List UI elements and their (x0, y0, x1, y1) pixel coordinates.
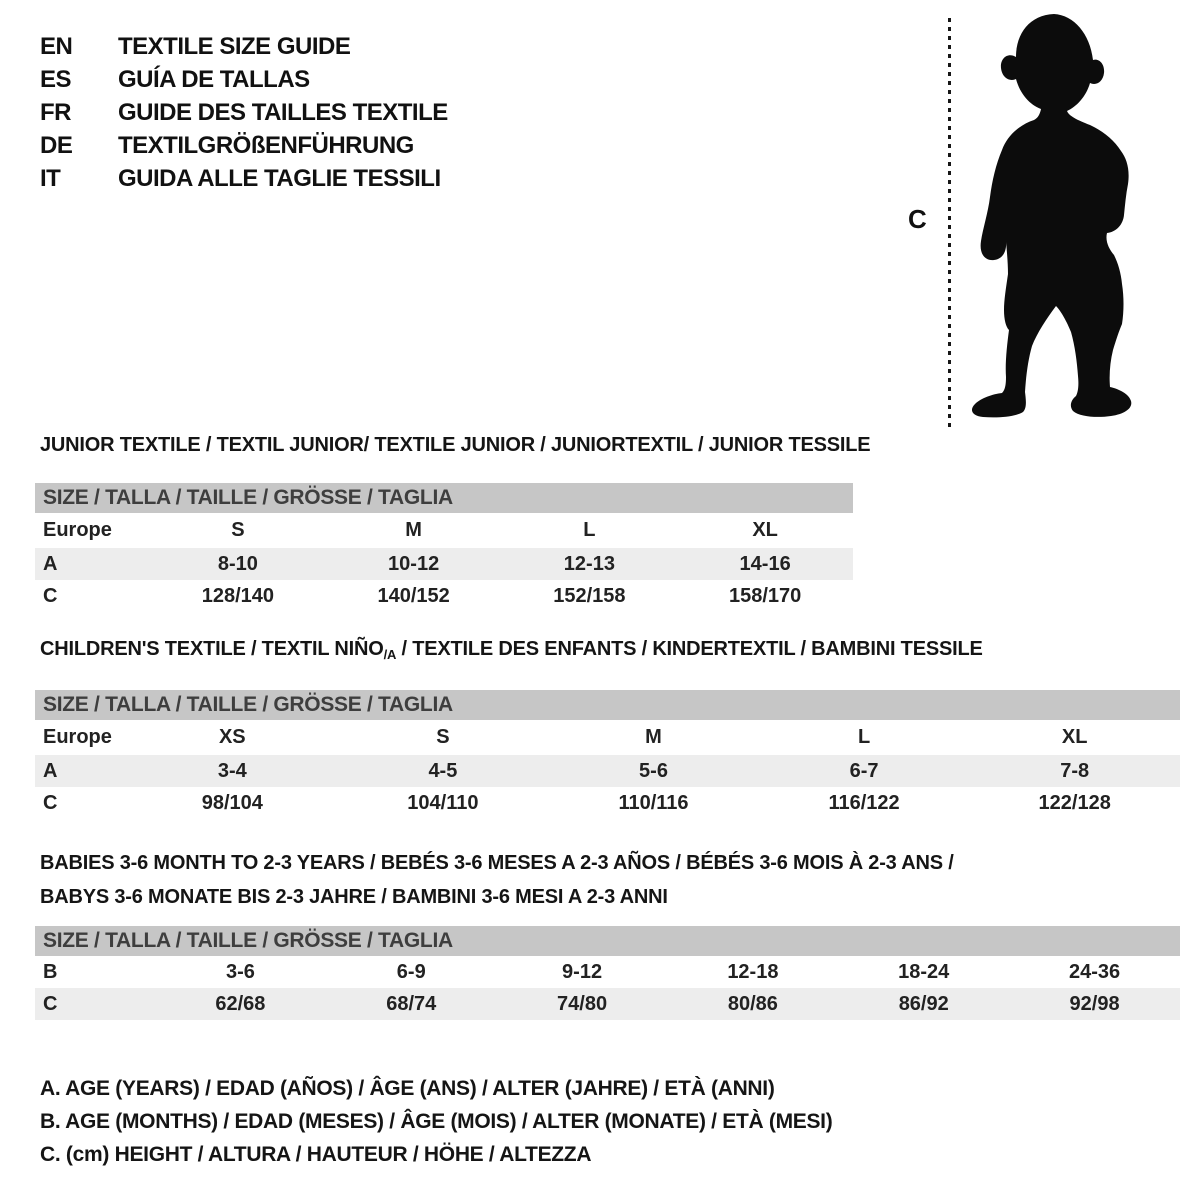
size-header-row (35, 513, 853, 548)
children-size-table (35, 690, 1180, 819)
cell-value: 7-8 (1060, 759, 1090, 782)
cell-value: 116/122 (828, 791, 900, 814)
size-label: L (583, 519, 596, 541)
cell-value: 8-10 (217, 552, 258, 575)
size-label: S (436, 726, 450, 748)
language-code: ES (40, 65, 72, 93)
cell-value: 18-24 (898, 960, 950, 983)
size-label: XS (218, 726, 246, 748)
cell-value: 12-18 (727, 960, 779, 983)
language-title-list (40, 30, 448, 195)
babies-section-title (40, 846, 954, 914)
size-label: S (231, 519, 245, 541)
language-code: IT (40, 164, 61, 192)
cell-value: 140/152 (377, 584, 450, 607)
cell-value: 122/128 (1038, 791, 1111, 814)
cell-value: 110/116 (618, 791, 689, 814)
language-title: TEXTILGRÖßENFÜHRUNG (118, 131, 414, 159)
babies-title-line2: BABYS 3-6 MONATE BIS 2-3 JAHRE / BAMBINI 3-6 MESI A 2-3 ANNI (40, 886, 668, 908)
row-key: C (43, 791, 58, 814)
table-row (35, 755, 1180, 787)
size-label: L (857, 726, 871, 748)
babies-size-table (35, 926, 1180, 1020)
language-code: FR (40, 98, 71, 126)
children-title-subscript: /A (383, 647, 397, 662)
size-label: M (645, 726, 662, 748)
cell-value: 62/68 (215, 992, 266, 1015)
language-code: EN (40, 32, 73, 60)
footnotes (40, 1072, 832, 1171)
children-title-part1: CHILDREN'S TEXTILE / TEXTIL NIÑO (40, 638, 384, 660)
size-label: XL (752, 519, 778, 541)
language-row (40, 129, 448, 162)
language-row (40, 30, 448, 63)
size-label: M (405, 519, 422, 541)
cell-value: 86/92 (898, 992, 949, 1015)
cell-value: 10-12 (388, 552, 440, 575)
row-key: B (43, 960, 58, 983)
cell-value: 3-4 (217, 759, 247, 782)
children-section-title (40, 638, 983, 662)
cell-value: 128/140 (201, 584, 275, 607)
language-row (40, 63, 448, 96)
language-title: GUIDE DES TAILLES TEXTILE (118, 98, 448, 126)
cell-value: 104/110 (407, 791, 479, 814)
table-row (35, 787, 1180, 819)
size-header-row (35, 720, 1180, 755)
cell-value: 74/80 (557, 992, 608, 1015)
cell-value: 92/98 (1069, 992, 1120, 1015)
row-key: A (43, 552, 58, 575)
cell-value: 24-36 (1068, 960, 1121, 983)
height-measure-label: C (908, 204, 927, 234)
cell-value: 14-16 (739, 552, 791, 575)
cell-value: 68/74 (386, 992, 437, 1015)
language-row (40, 96, 448, 129)
language-title: TEXTILE SIZE GUIDE (118, 32, 351, 60)
language-row (40, 162, 448, 195)
row-key: A (43, 759, 58, 782)
cell-value: 152/158 (553, 584, 626, 607)
cell-value: 12-13 (563, 552, 615, 575)
size-bar: SIZE / TALLA / TAILLE / GRÖSSE / TAGLIA (35, 926, 1180, 956)
footnote-line: B. AGE (MONTHS) / EDAD (MESES) / ÂGE (MOIS) / ALTER (MONATE) / ETÀ (MESI) (40, 1110, 833, 1133)
language-title: GUIDA ALLE TAGLIE TESSILI (118, 164, 441, 192)
children-title-part2: / TEXTILE DES ENFANTS / KINDERTEXTIL / BAMBINI TESSILE (396, 638, 983, 660)
row-key: C (43, 992, 58, 1015)
table-row (35, 580, 853, 612)
cell-value: 158/170 (728, 584, 802, 607)
size-label: XL (1061, 726, 1088, 748)
table-row (35, 988, 1180, 1020)
cell-value: 98/104 (201, 791, 263, 814)
junior-size-table (35, 483, 853, 612)
cell-value: 5-6 (639, 759, 668, 782)
babies-title-line1: BABIES 3-6 MONTH TO 2-3 YEARS / BEBÉS 3-6 MESES A 2-3 AÑOS / BÉBÉS 3-6 MOIS À 2-3 ANS / (40, 852, 954, 874)
size-bar: SIZE / TALLA / TAILLE / GRÖSSE / TAGLIA (35, 483, 853, 513)
cell-value: 9-12 (562, 960, 603, 983)
region-label: Europe (43, 726, 112, 748)
cell-value: 4-5 (428, 759, 458, 782)
table-row (35, 548, 853, 580)
region-label: Europe (43, 519, 112, 541)
language-title: GUÍA DE TALLAS (118, 65, 310, 93)
footnote-line: C. (cm) HEIGHT / ALTURA / HAUTEUR / HÖHE / ALTEZZA (40, 1143, 592, 1166)
cell-value: 80/86 (727, 992, 778, 1015)
junior-section-title: JUNIOR TEXTILE / TEXTIL JUNIOR/ TEXTILE JUNIOR / JUNIORTEXTIL / JUNIOR TESSILE (40, 434, 871, 456)
cell-value: 3-6 (225, 960, 255, 983)
row-key: C (43, 584, 58, 607)
footnote-line: A. AGE (YEARS) / EDAD (AÑOS) / ÂGE (ANS) / ALTER (JAHRE) / ETÀ (ANNI) (40, 1077, 775, 1100)
cell-value: 6-7 (849, 759, 879, 782)
cell-value: 6-9 (396, 960, 426, 983)
table-row (35, 956, 1180, 988)
size-bar: SIZE / TALLA / TAILLE / GRÖSSE / TAGLIA (35, 690, 1180, 720)
height-measure-dashed-line (948, 18, 951, 430)
toddler-silhouette-icon (962, 12, 1138, 418)
language-code: DE (40, 131, 73, 159)
